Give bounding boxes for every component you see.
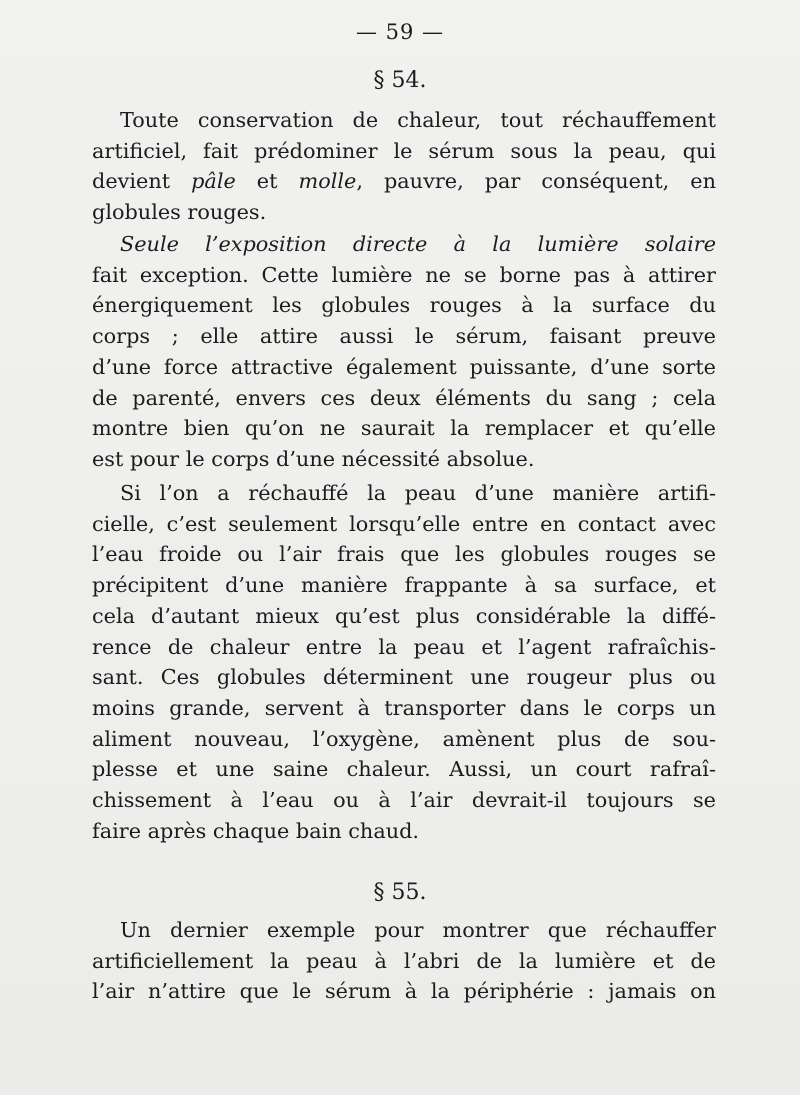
text-line: rence de chaleur entre la peau et l’agent rafraîchis- (92, 634, 716, 659)
text-line: énergiquement les globules rouges à la surface du (92, 293, 716, 318)
text-run: , pauvre, par conséquent, en (356, 169, 717, 194)
italic-word-pale: pâle (191, 169, 236, 194)
text-line: faire après chaque bain chaud. (92, 818, 420, 843)
text-line: artificiellement la peau à l’abri de la lumière et de (92, 948, 716, 973)
text-line: aliment nouveau, l’oxygène, amènent plus de sou- (92, 726, 716, 751)
italic-phrase: Seule l’exposition directe à la lumière solaire (120, 232, 716, 256)
paragraph-4 (92, 915, 716, 1007)
text-line: Un dernier exemple pour montrer que réchauffer (120, 918, 716, 942)
text-line: moins grande, servent à transporter dans le corps un (92, 695, 716, 720)
text-line: l’air n’attire que le sérum à la périphérie : jamais on (92, 979, 716, 1004)
text-line: Toute conservation de chaleur, tout réchauffement (120, 108, 716, 132)
text-line (92, 166, 716, 197)
text-line: cela d’autant mieux qu’est plus considérable la diffé- (92, 603, 716, 628)
text-line: chissement à l’eau ou à l’air devrait-il toujours se (92, 788, 716, 813)
text-line: artificiel, fait prédominer le sérum sous la peau, qui (92, 138, 716, 163)
text-line: cielle, c’est seulement lorsqu’elle entre en contact avec (92, 511, 716, 536)
paragraph-1 (92, 105, 716, 228)
section-heading-55: § 55. (373, 880, 427, 905)
section-heading-54: § 54. (373, 68, 427, 93)
text-line: Si l’on a réchauffé la peau d’une manière artifi- (120, 481, 716, 505)
paragraph-2 (92, 229, 716, 475)
text-line: globules rouges. (92, 200, 267, 225)
text-line: d’une force attractive également puissante, d’une sorte (92, 354, 716, 379)
page-number: — 59 — (355, 20, 445, 44)
text-line: l’eau froide ou l’air frais que les globules rouges se (92, 542, 716, 567)
italic-word-molle: molle (298, 169, 357, 194)
text-line: sant. Ces globules déterminent une rougeur plus ou (92, 665, 716, 690)
paragraph-3 (92, 478, 716, 846)
text-line (92, 229, 716, 260)
text-run: et (235, 169, 299, 194)
text-line: plesse et une saine chaleur. Aussi, un court rafraî- (92, 757, 716, 782)
text-line: de parenté, envers ces deux éléments du sang ; cela (92, 385, 716, 410)
text-line: est pour le corps d’une nécessité absolue. (92, 446, 535, 471)
text-line: fait exception. Cette lumière ne se borne pas à attirer (92, 262, 716, 287)
text-run: devient (92, 169, 192, 194)
text-line: montre bien qu’on ne saurait la remplacer et qu’elle (92, 416, 716, 441)
text-line: corps ; elle attire aussi le sérum, faisant preuve (92, 324, 716, 349)
text-line: précipitent d’une manière frappante à sa surface, et (92, 573, 716, 598)
